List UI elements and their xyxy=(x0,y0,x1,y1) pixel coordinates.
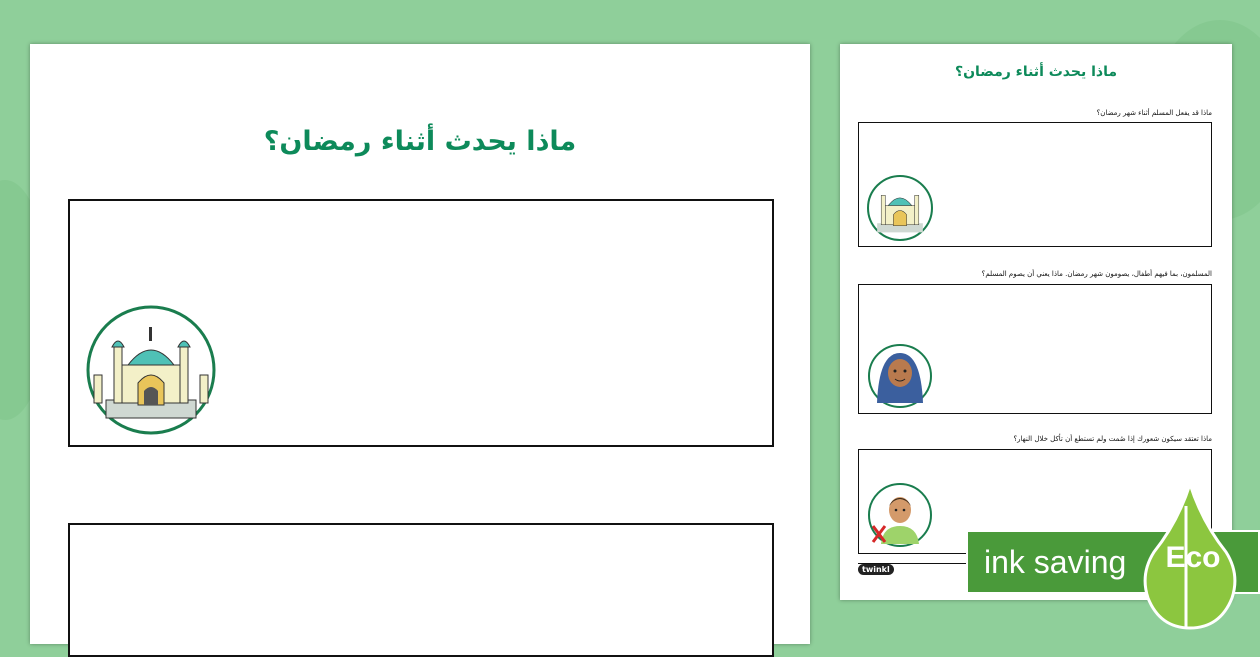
answer-box-1[interactable] xyxy=(68,199,774,447)
mosque-icon xyxy=(86,305,216,435)
worksheet-main xyxy=(30,44,810,644)
mosque-icon xyxy=(867,175,933,241)
twinkl-logo: twinkl xyxy=(858,564,894,575)
answer-box-2[interactable] xyxy=(68,523,774,657)
page-title: ماذا يحدث أثناء رمضان؟ xyxy=(263,126,577,157)
preview-title: ماذا يحدث أثناء رمضان؟ xyxy=(954,64,1118,80)
boy-fasting-icon xyxy=(867,482,933,548)
preview-question-2: المسلمون، بما فيهم أطفال، يصومون شهر رمضان. ماذا يعني أن يصوم المسلم؟ xyxy=(981,270,1212,278)
preview-answer-box-2 xyxy=(858,284,1212,414)
preview-question-1: ماذا قد يفعل المسلم أثناء شهر رمضان؟ xyxy=(1096,109,1212,117)
woman-hijab-icon xyxy=(867,343,933,409)
preview-question-3: ماذا تعتقد سيكون شعورك إذا صُمت ولم تستطع أن تأكل خلال النهار؟ xyxy=(1013,435,1212,443)
eco-label: Eco xyxy=(1165,541,1221,574)
preview-answer-box-1 xyxy=(858,122,1212,247)
ink-saving-label: ink saving xyxy=(984,544,1127,580)
